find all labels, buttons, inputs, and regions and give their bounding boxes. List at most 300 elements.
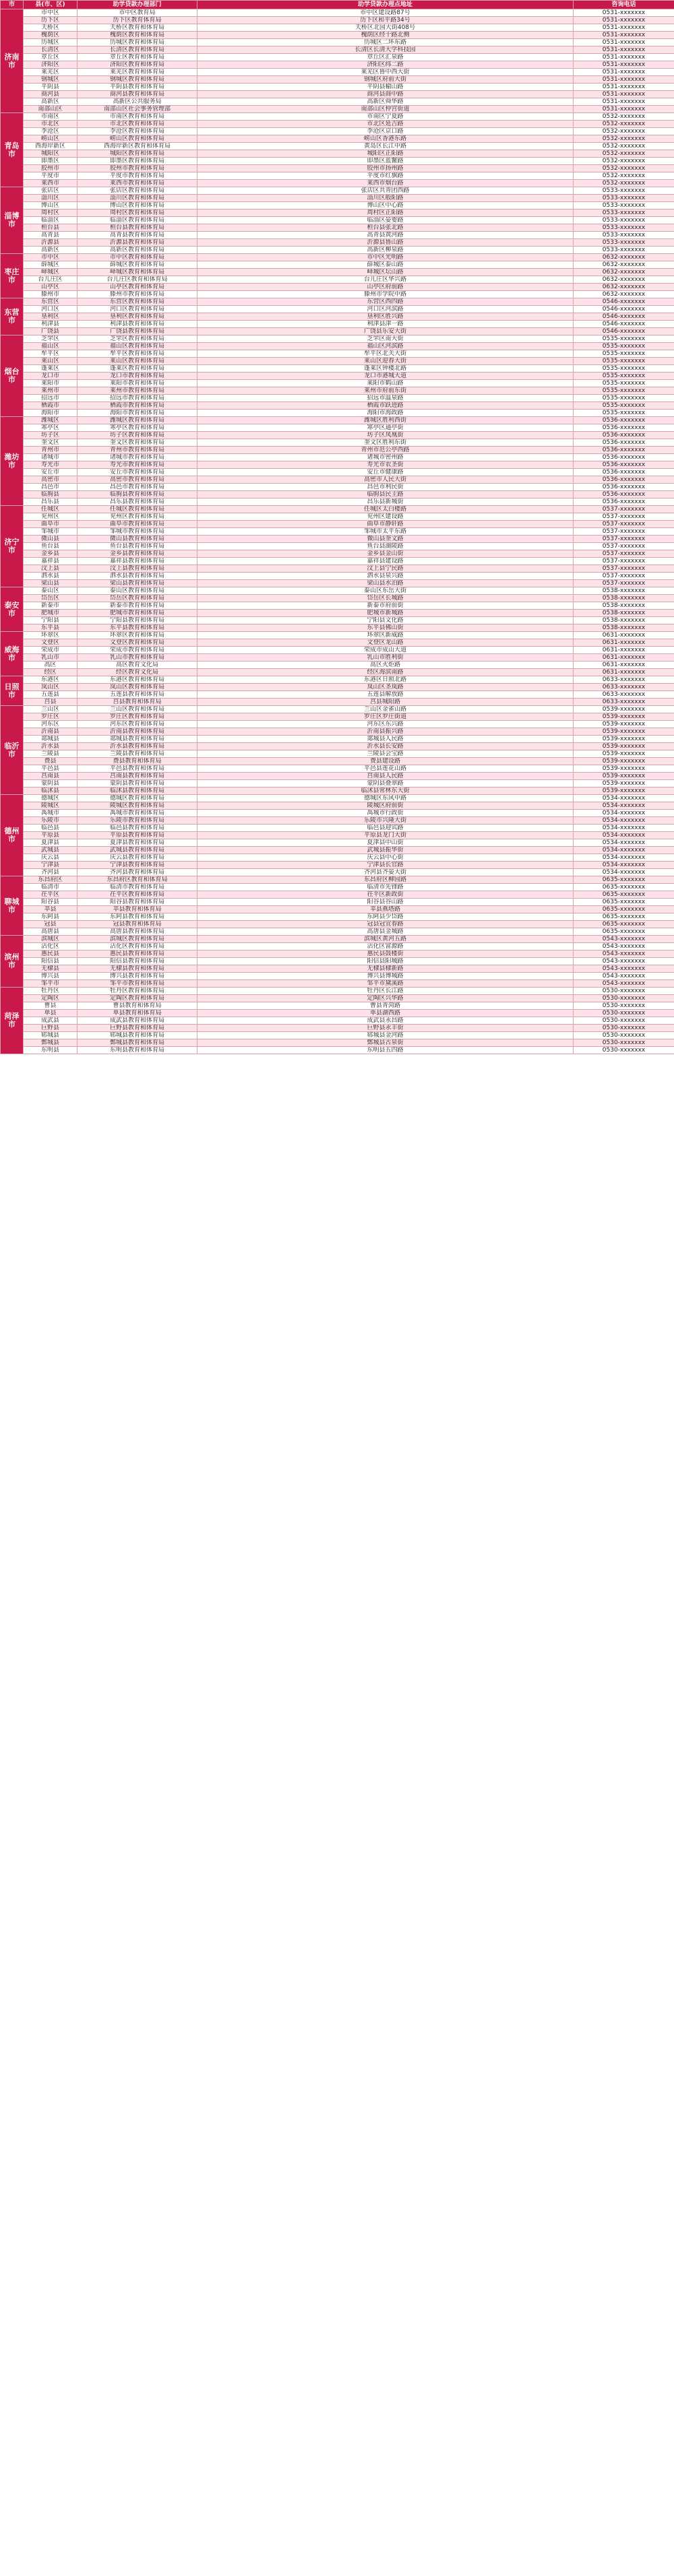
phone-cell: 0631-xxxxxxx (574, 639, 674, 647)
district-cell: 罗庄区 (24, 713, 78, 721)
district-cell: 昌邑市 (24, 484, 78, 491)
phone-cell: 0536-xxxxxxx (574, 491, 674, 498)
city-cell: 东营市 (1, 298, 24, 335)
address-cell: 南部山区仲宫街道 (197, 106, 574, 113)
office-cell: 陵城区教育和体育局 (78, 802, 197, 810)
office-cell: 惠民县教育和体育局 (78, 951, 197, 958)
office-cell: 临清市教育和体育局 (78, 884, 197, 891)
table-row (1, 32, 674, 39)
phone-cell: 0632-xxxxxxx (574, 254, 674, 261)
office-cell: 沂源县教育和体育局 (78, 239, 197, 247)
phone-cell: 0635-xxxxxxx (574, 876, 674, 884)
office-cell: 莒县教育和体育局 (78, 699, 197, 706)
table-row (1, 595, 674, 602)
address-cell: 嘉祥县建设路 (197, 558, 574, 565)
office-cell: 垦利区教育和体育局 (78, 313, 197, 321)
office-cell: 冠县教育和体育局 (78, 921, 197, 928)
table-row (1, 276, 674, 284)
table-row (1, 373, 674, 380)
district-cell: 任城区 (24, 506, 78, 513)
table-row (1, 728, 674, 736)
table-row (1, 765, 674, 773)
district-cell: 高新区 (24, 247, 78, 254)
address-cell: 山亭区府前路 (197, 284, 574, 291)
address-cell: 市中区建设路87号 (197, 9, 574, 17)
address-cell: 昌邑市利民街 (197, 484, 574, 491)
district-cell: 东营区 (24, 298, 78, 306)
table-row (1, 528, 674, 536)
district-cell: 阳信县 (24, 958, 78, 965)
district-cell: 邹平市 (24, 980, 78, 988)
office-cell: 海阳市教育和体育局 (78, 410, 197, 417)
table-row (1, 743, 674, 750)
table-row (1, 180, 674, 187)
address-cell: 宁津县长官路 (197, 862, 574, 869)
table-row (1, 113, 674, 121)
district-cell: 垦利区 (24, 313, 78, 321)
phone-cell: 0635-xxxxxxx (574, 928, 674, 936)
phone-cell: 0543-xxxxxxx (574, 951, 674, 958)
table-row (1, 128, 674, 135)
office-cell: 金乡县教育和体育局 (78, 550, 197, 558)
address-cell: 汶上县宁民路 (197, 565, 574, 573)
address-cell: 惠民县鼓楼街 (197, 951, 574, 958)
office-cell: 郯城县教育和体育局 (78, 736, 197, 743)
district-cell: 莒县 (24, 699, 78, 706)
phone-cell: 0631-xxxxxxx (574, 647, 674, 654)
table-row (1, 150, 674, 158)
district-cell: 环翠区 (24, 632, 78, 639)
phone-cell: 0532-xxxxxxx (574, 165, 674, 172)
phone-cell: 0539-xxxxxxx (574, 713, 674, 721)
address-cell: 禹城市行政街 (197, 810, 574, 817)
table-row (1, 521, 674, 528)
address-cell: 垦利区胜兴路 (197, 313, 574, 321)
office-cell: 经区教育文化局 (78, 669, 197, 676)
phone-cell: 0531-xxxxxxx (574, 106, 674, 113)
district-cell: 嘉祥县 (24, 558, 78, 565)
phone-cell: 0537-xxxxxxx (574, 543, 674, 550)
office-cell: 东营区教育和体育局 (78, 298, 197, 306)
district-cell: 乳山市 (24, 654, 78, 662)
phone-cell: 0533-xxxxxxx (574, 210, 674, 217)
district-cell: 临朐县 (24, 491, 78, 498)
office-cell: 罗庄区教育和体育局 (78, 713, 197, 721)
address-cell: 乳山市胜利街 (197, 654, 574, 662)
table-row (1, 9, 674, 17)
table-row (1, 380, 674, 387)
phone-cell: 0534-xxxxxxx (574, 817, 674, 825)
table-row (1, 802, 674, 810)
district-cell: 平阴县 (24, 84, 78, 91)
address-cell: 武城县振华街 (197, 847, 574, 854)
phone-cell: 0546-xxxxxxx (574, 328, 674, 335)
address-cell: 临清市先锋路 (197, 884, 574, 891)
address-cell: 博兴县博城路 (197, 973, 574, 980)
table-row (1, 832, 674, 839)
office-cell: 曲阜市教育和体育局 (78, 521, 197, 528)
district-cell: 章丘区 (24, 54, 78, 61)
table-row (1, 980, 674, 988)
district-cell: 曲阜市 (24, 521, 78, 528)
district-cell: 临淄区 (24, 217, 78, 224)
district-cell: 五莲县 (24, 691, 78, 699)
table-row (1, 1010, 674, 1017)
phone-cell: 0534-xxxxxxx (574, 869, 674, 876)
office-cell: 莱芜区教育和体育局 (78, 69, 197, 76)
district-cell: 高唐县 (24, 928, 78, 936)
table-row (1, 632, 674, 639)
phone-cell: 0633-xxxxxxx (574, 676, 674, 684)
district-cell: 市中区 (24, 254, 78, 261)
city-cell: 济南市 (1, 9, 24, 113)
phone-cell: 0534-xxxxxxx (574, 839, 674, 847)
table-row (1, 424, 674, 432)
phone-cell: 0539-xxxxxxx (574, 780, 674, 787)
table-row (1, 676, 674, 684)
address-cell: 岚山区圣岚路 (197, 684, 574, 691)
phone-cell: 0538-xxxxxxx (574, 617, 674, 624)
office-cell: 市南区教育和体育局 (78, 113, 197, 121)
district-cell: 东昌府区 (24, 876, 78, 884)
table-row (1, 358, 674, 365)
table-row (1, 787, 674, 795)
district-cell: 即墨区 (24, 158, 78, 165)
office-cell: 单县教育和体育局 (78, 1010, 197, 1017)
office-cell: 寿光市教育和体育局 (78, 461, 197, 469)
district-cell: 博兴县 (24, 973, 78, 980)
district-cell: 历城区 (24, 39, 78, 46)
office-cell: 河东区教育和体育局 (78, 721, 197, 728)
district-cell: 泰山区 (24, 587, 78, 595)
phone-cell: 0535-xxxxxxx (574, 402, 674, 410)
table-row (1, 61, 674, 69)
office-cell: 高青县教育和体育局 (78, 232, 197, 239)
phone-cell: 0530-xxxxxxx (574, 1002, 674, 1010)
table-row (1, 1039, 674, 1047)
address-cell: 莒南县人民路 (197, 773, 574, 780)
phone-cell: 0539-xxxxxxx (574, 758, 674, 765)
table-row (1, 550, 674, 558)
office-cell: 寒亭区教育和体育局 (78, 424, 197, 432)
phone-cell: 0539-xxxxxxx (574, 787, 674, 795)
phone-cell: 0534-xxxxxxx (574, 802, 674, 810)
address-cell: 宁阳县文化路 (197, 617, 574, 624)
district-cell: 阳谷县 (24, 899, 78, 906)
address-cell: 阳信县阳城路 (197, 958, 574, 965)
district-cell: 武城县 (24, 847, 78, 854)
office-cell: 东港区教育和体育局 (78, 676, 197, 684)
office-cell: 兖州区教育和体育局 (78, 513, 197, 521)
table-row (1, 876, 674, 884)
district-cell: 邹城市 (24, 528, 78, 536)
table-row (1, 587, 674, 595)
address-cell: 岱岳区长城路 (197, 595, 574, 602)
office-cell: 滨城区教育和体育局 (78, 936, 197, 943)
city-cell: 德州市 (1, 795, 24, 876)
address-cell: 蓬莱区钟楼北路 (197, 365, 574, 373)
table-row (1, 328, 674, 335)
phone-cell: 0533-xxxxxxx (574, 187, 674, 195)
address-cell: 即墨区蓝鳌路 (197, 158, 574, 165)
district-cell: 鱼台县 (24, 543, 78, 550)
address-cell: 经区海滨南路 (197, 669, 574, 676)
office-cell: 高新区公共服务局 (78, 98, 197, 106)
office-cell: 嘉祥县教育和体育局 (78, 558, 197, 565)
phone-cell: 0535-xxxxxxx (574, 380, 674, 387)
district-cell: 兖州区 (24, 513, 78, 521)
address-cell: 安丘市健康路 (197, 469, 574, 476)
office-cell: 河口区教育和体育局 (78, 306, 197, 313)
office-cell: 禹城市教育和体育局 (78, 810, 197, 817)
district-cell: 长清区 (24, 46, 78, 54)
office-cell: 五莲县教育和体育局 (78, 691, 197, 699)
phone-cell: 0635-xxxxxxx (574, 913, 674, 921)
table-row (1, 1002, 674, 1010)
table-row (1, 1025, 674, 1032)
phone-cell: 0531-xxxxxxx (574, 32, 674, 39)
table-row (1, 91, 674, 98)
district-cell: 槐荫区 (24, 32, 78, 39)
address-cell: 坊子区凤凰街 (197, 432, 574, 439)
table-row (1, 343, 674, 350)
phone-cell: 0539-xxxxxxx (574, 721, 674, 728)
phone-cell: 0530-xxxxxxx (574, 988, 674, 995)
office-cell: 阳信县教育和体育局 (78, 958, 197, 965)
phone-cell: 0530-xxxxxxx (574, 995, 674, 1002)
district-cell: 滕州市 (24, 291, 78, 298)
office-cell: 沾化区教育和体育局 (78, 943, 197, 951)
phone-cell: 0539-xxxxxxx (574, 750, 674, 758)
phone-cell: 0531-xxxxxxx (574, 17, 674, 24)
office-cell: 曹县教育和体育局 (78, 1002, 197, 1010)
address-cell: 历城区二环东路 (197, 39, 574, 46)
table-row (1, 461, 674, 469)
phone-cell: 0537-xxxxxxx (574, 573, 674, 580)
phone-cell: 0531-xxxxxxx (574, 54, 674, 61)
address-cell: 高密市人民大街 (197, 476, 574, 484)
address-cell: 河口区河滨路 (197, 306, 574, 313)
office-cell: 台儿庄区教育和体育局 (78, 276, 197, 284)
office-cell: 乐陵市教育和体育局 (78, 817, 197, 825)
district-cell: 成武县 (24, 1017, 78, 1025)
district-cell: 寒亭区 (24, 424, 78, 432)
header-city: 市 (1, 1, 24, 9)
table-row (1, 825, 674, 832)
phone-cell: 0536-xxxxxxx (574, 476, 674, 484)
district-cell: 滨城区 (24, 936, 78, 943)
district-cell: 肥城市 (24, 610, 78, 617)
office-cell: 莱山区教育和体育局 (78, 358, 197, 365)
phone-cell: 0539-xxxxxxx (574, 736, 674, 743)
phone-cell: 0535-xxxxxxx (574, 373, 674, 380)
phone-cell: 0535-xxxxxxx (574, 410, 674, 417)
table-row (1, 498, 674, 506)
phone-cell: 0536-xxxxxxx (574, 439, 674, 447)
table-row (1, 46, 674, 54)
phone-cell: 0531-xxxxxxx (574, 39, 674, 46)
phone-cell: 0538-xxxxxxx (574, 624, 674, 632)
phone-cell: 0531-xxxxxxx (574, 84, 674, 91)
phone-cell: 0536-xxxxxxx (574, 484, 674, 491)
address-cell: 胶州市扬州路 (197, 165, 574, 172)
table-row (1, 617, 674, 624)
address-cell: 高青县黄河路 (197, 232, 574, 239)
office-cell: 蒙阴县教育和体育局 (78, 780, 197, 787)
address-cell: 东营区西四路 (197, 298, 574, 306)
address-cell: 平阴县榆山路 (197, 84, 574, 91)
office-cell: 博兴县教育和体育局 (78, 973, 197, 980)
address-cell: 莒县城阳路 (197, 699, 574, 706)
district-cell: 平邑县 (24, 765, 78, 773)
address-cell: 陵城区府前街 (197, 802, 574, 810)
table-row (1, 506, 674, 513)
district-cell: 鄄城县 (24, 1039, 78, 1047)
address-cell: 东平县佛山街 (197, 624, 574, 632)
office-cell: 历下区教育体育局 (78, 17, 197, 24)
table-row (1, 417, 674, 424)
phone-cell: 0535-xxxxxxx (574, 387, 674, 395)
address-cell: 梁山县水泊路 (197, 580, 574, 587)
table-row (1, 24, 674, 32)
address-cell: 莱州市府前东街 (197, 387, 574, 395)
office-cell: 牡丹区教育和体育局 (78, 988, 197, 995)
district-cell: 海阳市 (24, 410, 78, 417)
table-row (1, 610, 674, 617)
district-cell: 城阳区 (24, 150, 78, 158)
table-row (1, 254, 674, 261)
table-row (1, 17, 674, 24)
table-row (1, 839, 674, 847)
office-cell: 武城县教育和体育局 (78, 847, 197, 854)
district-cell: 惠民县 (24, 951, 78, 958)
district-cell: 平原县 (24, 832, 78, 839)
phone-cell: 0534-xxxxxxx (574, 847, 674, 854)
table-row (1, 1017, 674, 1025)
address-cell: 牡丹区长江路 (197, 988, 574, 995)
phone-cell: 0534-xxxxxxx (574, 854, 674, 862)
table-row (1, 84, 674, 91)
office-cell: 东明县教育和体育局 (78, 1047, 197, 1054)
office-cell: 费县教育和体育局 (78, 758, 197, 765)
district-cell: 文登区 (24, 639, 78, 647)
district-cell: 陵城区 (24, 802, 78, 810)
table-row (1, 313, 674, 321)
table-row (1, 906, 674, 913)
address-cell: 高新区柳泉路 (197, 247, 574, 254)
table-row (1, 217, 674, 224)
phone-cell: 0535-xxxxxxx (574, 343, 674, 350)
office-cell: 莘县教育和体育局 (78, 906, 197, 913)
office-cell: 肥城市教育和体育局 (78, 610, 197, 617)
district-cell: 宁津县 (24, 862, 78, 869)
table-row (1, 536, 674, 543)
office-cell: 龙口市教育和体育局 (78, 373, 197, 380)
address-cell: 高新区舜华路 (197, 98, 574, 106)
address-cell: 周村区正阳路 (197, 210, 574, 217)
address-cell: 鄄城县古泉街 (197, 1039, 574, 1047)
phone-cell: 0530-xxxxxxx (574, 1039, 674, 1047)
address-cell: 市北区延吉路 (197, 121, 574, 128)
table-row (1, 261, 674, 269)
phone-cell: 0531-xxxxxxx (574, 76, 674, 84)
office-cell: 济阳区教育和体育局 (78, 61, 197, 69)
district-cell: 岱岳区 (24, 595, 78, 602)
table-row (1, 817, 674, 825)
district-cell: 市北区 (24, 121, 78, 128)
office-cell: 桓台县教育和体育局 (78, 224, 197, 232)
table-row (1, 269, 674, 276)
district-cell: 山亭区 (24, 284, 78, 291)
address-cell: 李沧区京口路 (197, 128, 574, 135)
address-cell: 新泰市府前街 (197, 602, 574, 610)
address-cell: 河东区东兴路 (197, 721, 574, 728)
address-cell: 东昌府区柳园路 (197, 876, 574, 884)
district-cell: 泗水县 (24, 573, 78, 580)
office-cell: 兰陵县教育和体育局 (78, 750, 197, 758)
phone-cell: 0531-xxxxxxx (574, 69, 674, 76)
office-cell: 牟平区教育和体育局 (78, 350, 197, 358)
address-cell: 平邑县莲花山路 (197, 765, 574, 773)
district-cell: 曹县 (24, 1002, 78, 1010)
table-row (1, 387, 674, 395)
address-cell: 临淄区晏婴路 (197, 217, 574, 224)
table-row (1, 39, 674, 46)
office-cell: 定陶区教育和体育局 (78, 995, 197, 1002)
district-cell: 牟平区 (24, 350, 78, 358)
district-cell: 平度市 (24, 172, 78, 180)
phone-cell: 0536-xxxxxxx (574, 498, 674, 506)
city-cell: 潍坊市 (1, 417, 24, 506)
office-cell: 泗水县教育和体育局 (78, 573, 197, 580)
office-cell: 博山区教育和体育局 (78, 202, 197, 210)
district-cell: 单县 (24, 1010, 78, 1017)
office-cell: 槐荫区教育和体育局 (78, 32, 197, 39)
office-cell: 平阴县教育和体育局 (78, 84, 197, 91)
table-row (1, 928, 674, 936)
phone-cell: 0534-xxxxxxx (574, 795, 674, 802)
table-row (1, 106, 674, 113)
phone-cell: 0536-xxxxxxx (574, 432, 674, 439)
district-cell: 郯城县 (24, 736, 78, 743)
address-cell: 齐河县齐晏大街 (197, 869, 574, 876)
district-cell: 乐陵市 (24, 817, 78, 825)
address-cell: 滕州市学院中路 (197, 291, 574, 298)
phone-cell: 0538-xxxxxxx (574, 595, 674, 602)
address-cell: 巨野县永丰街 (197, 1025, 574, 1032)
phone-cell: 0533-xxxxxxx (574, 202, 674, 210)
address-cell: 青州市范公亭西路 (197, 447, 574, 454)
table-row (1, 484, 674, 491)
table-row (1, 454, 674, 461)
phone-cell: 0632-xxxxxxx (574, 261, 674, 269)
office-cell: 市北区教育和体育局 (78, 121, 197, 128)
phone-cell: 0535-xxxxxxx (574, 358, 674, 365)
district-cell: 宁阳县 (24, 617, 78, 624)
address-cell: 兰陵县会宝路 (197, 750, 574, 758)
phone-cell: 0530-xxxxxxx (574, 1010, 674, 1017)
table-row (1, 365, 674, 373)
address-cell: 蒙阴县叠翠路 (197, 780, 574, 787)
city-cell: 淄博市 (1, 187, 24, 254)
address-cell: 海阳市海政路 (197, 410, 574, 417)
office-cell: 荣成市教育和体育局 (78, 647, 197, 654)
address-cell: 无棣县棣新路 (197, 965, 574, 973)
office-cell: 梁山县教育和体育局 (78, 580, 197, 587)
office-cell: 巨野县教育和体育局 (78, 1025, 197, 1032)
district-cell: 东阿县 (24, 913, 78, 921)
table-row (1, 350, 674, 358)
